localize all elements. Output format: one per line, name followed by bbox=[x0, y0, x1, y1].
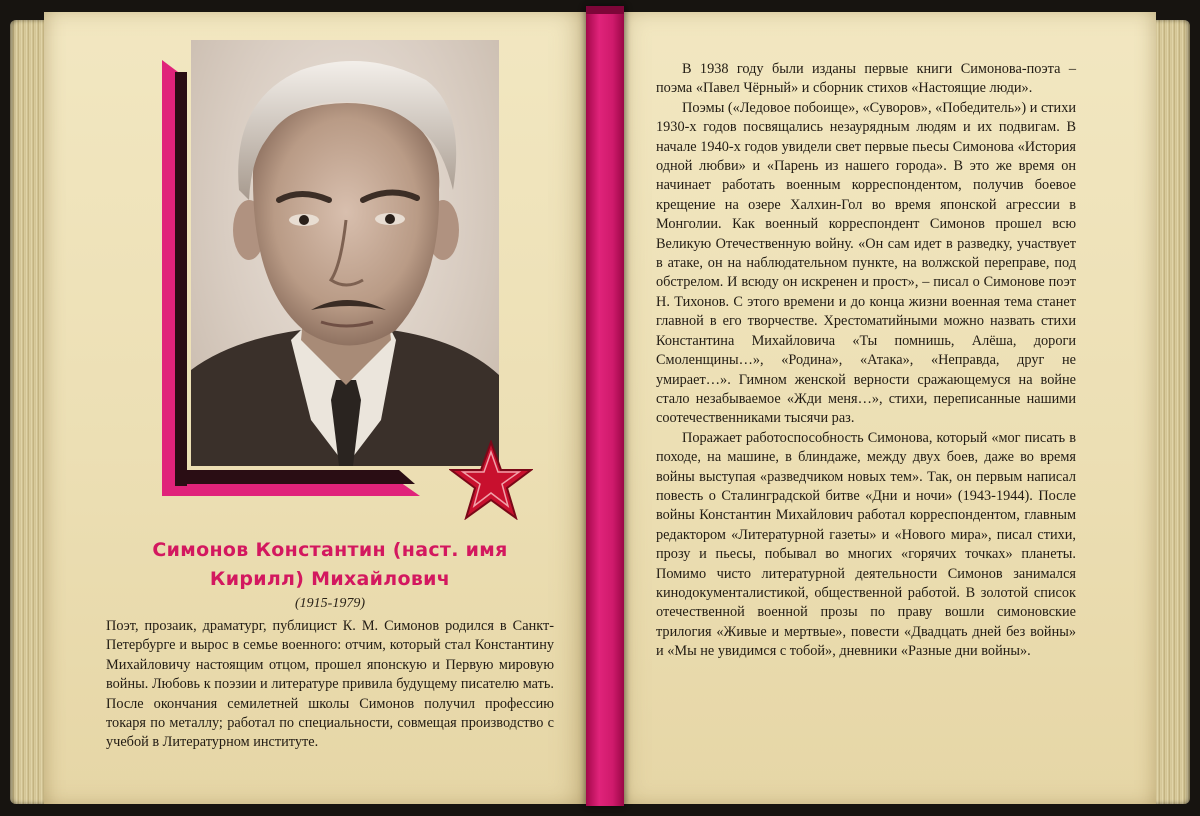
ribbon-bookmark bbox=[586, 6, 624, 806]
right-page-text bbox=[656, 60, 1076, 662]
frame-shadow-bottom bbox=[175, 470, 415, 484]
title-line-1: Симонов Константин (наст. имя bbox=[152, 539, 508, 561]
title-line-2: Кирилл) Михайлович bbox=[209, 568, 451, 590]
frame-shadow-left bbox=[175, 72, 187, 486]
biography-text: Поэт, прозаик, драматург, публицист К. М. Симонов родился в Санкт-Петербурге и вырос в семье военного: отчим, который стал Константину Михайловичу настоящим отцом, прошел японскую и Первую мировую войны. Любовь к поэзии и литературе привила будущему писателю мать. После окончания семилетней школы Симонов получил профессию токаря по металлу; работал по специальности, совмещая производство с учебой в Литературном институте. bbox=[106, 618, 554, 751]
paragraph-3: Поражает работоспособность Симонова, который «мог писать в походе, на машине, в блиндаже, между двух боев, даже во время войны выступая «разведчиком новых тем». Так, он первым написал повесть о Сталинградской битве «Дни и ночи» (1943-1944). После войны Константин Михайлович работал корреспондентом, главным редактором «Литературной газеты» и «Нового мира», писал стихи, прозу и пьесы, побывал во многих «горячих точках» планеты. Помимо чисто литературной деятельности Симонов занимался кинодокументалистикой, общественной работой. В золотой список отечественной военной прозы по праву вошли симоновские трилогия «Живые и мертвые», повести «Двадцать дней без войны» и «Мы не увидимся с тобой», дневники «Разные дни войны». bbox=[656, 429, 1076, 660]
biography-title bbox=[120, 536, 540, 594]
portrait-photo bbox=[191, 40, 499, 466]
ribbon-cap bbox=[586, 6, 624, 14]
paragraph-2: Поэмы («Ледовое побоище», «Суворов», «Победитель») и стихи 1930-х годов посвящались незаурядным людям и их подвигам. В начале 1940-х годов увидели свет первые пьесы Симонова «История одной любви» и «Парень из нашего города». В это же время он начинает работать военным корреспондентом, получив боевое крещение на озере Халхин-Гол во время японской агрессии в Монголии. Как военный корреспондент Симонов прошел всю Великую Отечественную войну. «Он сам идет в разведку, участвует в атаке, он на наблюдательном пункте, на волжской переправе, под обстрелом. И всюду он искренен и прост», – писал о Симонове поэт Н. Тихонов. С этого времени и до конца жизни военная тема станет главной в его творчестве. Хрестоматийными можно назвать стихи Константина Михайловича «Ты помнишь, Алёша, дороги Смоленщины…», «Родина», «Атака», «Неправда, друг не умирает…». Гимном женской верности сражающемуся на войне стало незабываемое «Жди меня…», стихи, переписанные нашими соотечественниками тысячи раз. bbox=[656, 99, 1076, 427]
life-years: (1915-1979) bbox=[295, 596, 365, 611]
frame-accent-bottom bbox=[162, 482, 420, 496]
paragraph-1: В 1938 году были изданы первые книги Симонова-поэта – поэма «Павел Чёрный» и сборник стихов «Настоящие люди». bbox=[656, 61, 1076, 97]
red-star-icon bbox=[449, 440, 533, 520]
